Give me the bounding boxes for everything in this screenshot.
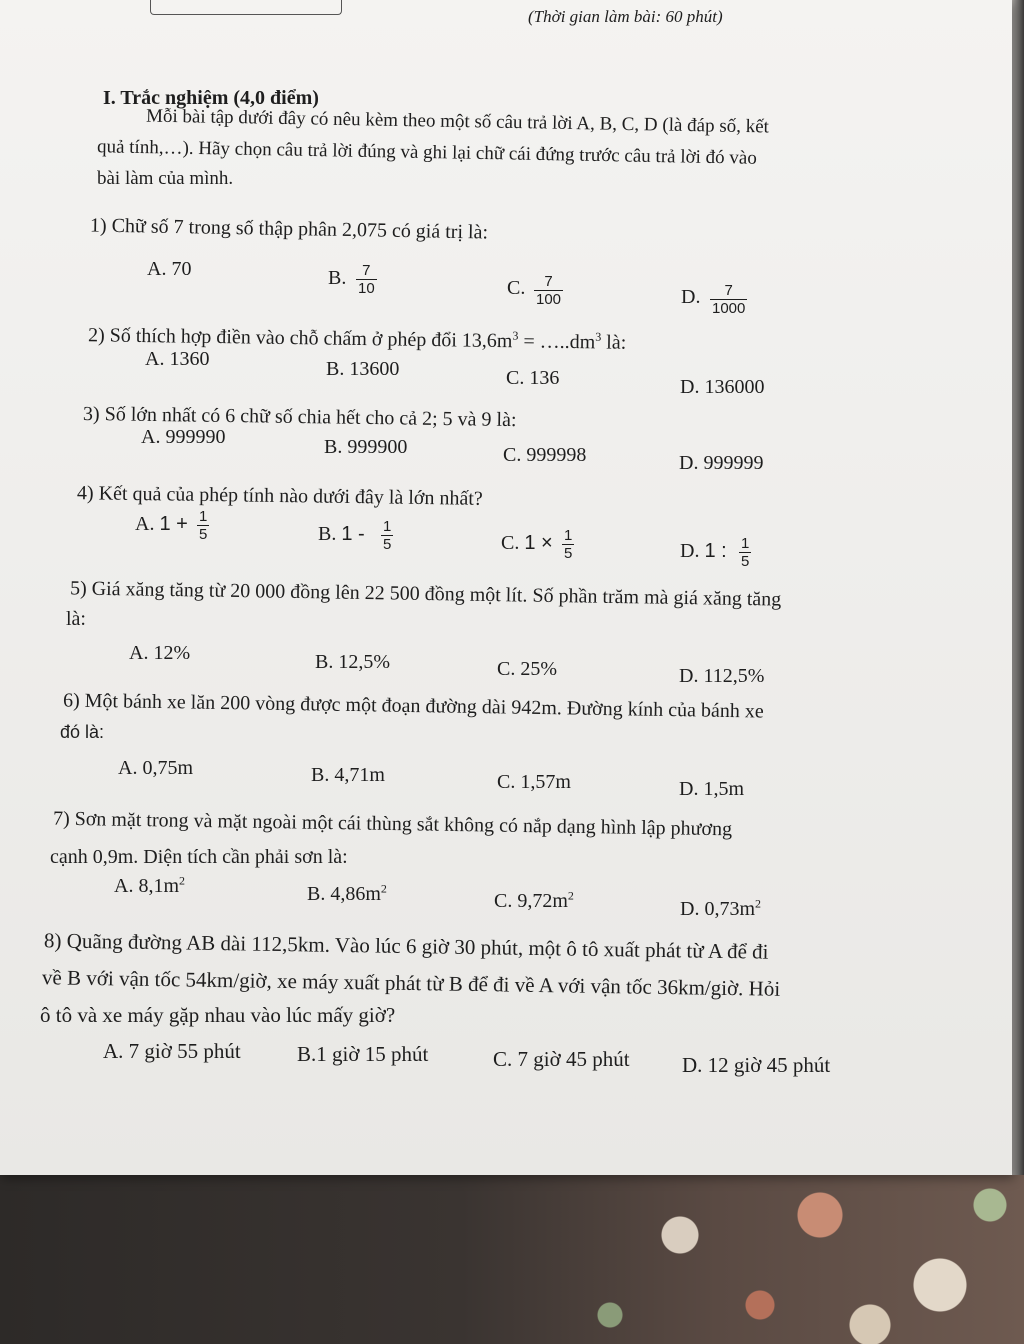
q4-option-c — [501, 531, 553, 555]
q4-d-expression: 1 : — [704, 540, 727, 562]
q7-option-d — [680, 897, 761, 921]
question-5-line-2: là: — [66, 608, 86, 630]
q4-option-c-fraction — [562, 527, 574, 562]
q7-a-superscript: 2 — [179, 873, 185, 888]
q6-option-a: A. 0,75m — [118, 757, 193, 779]
q7-d-superscript: 2 — [755, 896, 761, 911]
q6-option-b: B. 4,71m — [311, 764, 385, 786]
q4-option-b-fraction — [381, 518, 393, 553]
q1-option-b-prefix: B. — [328, 267, 347, 289]
q5-option-a: A. 12% — [129, 642, 191, 664]
fraction-numerator: 7 — [362, 262, 371, 279]
fraction-numerator: 1 — [199, 508, 208, 525]
q4-c-prefix: C. — [501, 532, 520, 554]
instruction-line-3: bài làm của mình. — [97, 168, 234, 189]
q2-option-d: D. 136000 — [680, 376, 765, 398]
paper-edge-shadow — [1010, 0, 1024, 1175]
q4-d-prefix: D. — [680, 540, 700, 562]
fraction-denominator: 10 — [358, 280, 375, 297]
question-3: 3) Số lớn nhất có 6 chữ số chia hết cho cả 2; 5 và 9 là: — [82, 402, 517, 432]
q4-c-expression: 1 × — [524, 532, 553, 554]
q4-option-b — [318, 522, 365, 546]
question-8-line-3: ô tô và xe máy gặp nhau vào lúc mấy giờ? — [40, 1003, 396, 1027]
q7-a-label: A. 8,1m — [114, 875, 179, 897]
q2-option-b: B. 13600 — [326, 358, 400, 380]
q8-option-a: A. 7 giờ 55 phút — [103, 1039, 241, 1063]
q1-option-b-fraction — [356, 262, 377, 297]
q7-option-c — [494, 889, 574, 913]
fraction-denominator: 5 — [741, 553, 750, 570]
q2-text-pre: 2) Số thích hợp điền vào chỗ chấm ở phép đổi 13,6m — [87, 324, 513, 353]
fraction-denominator: 5 — [383, 536, 392, 553]
q4-option-d-fraction — [739, 535, 751, 570]
q3-option-b: B. 999900 — [324, 436, 408, 458]
fraction-numerator: 7 — [544, 273, 553, 290]
q3-option-d: D. 999999 — [679, 452, 764, 474]
header-box-edge — [150, 0, 342, 15]
q7-b-label: B. 4,86m — [307, 883, 381, 905]
fraction-numerator: 7 — [724, 282, 733, 299]
q4-option-d — [680, 539, 727, 563]
fraction-denominator: 100 — [536, 291, 562, 308]
question-4: 4) Kết quả của phép tính nào dưới đây là lớn nhất? — [76, 482, 483, 510]
instruction-line-1: Mỗi bài tập dưới đây có nêu kèm theo một số câu trả lời A, B, C, D (là đáp số, kết — [145, 105, 770, 138]
q2-superscript-1: 3 — [512, 328, 519, 343]
question-7-line-1: 7) Sơn mặt trong và mặt ngoài một cái thùng sắt không có nắp dạng hình lập phương — [52, 807, 733, 841]
fraction-numerator: 1 — [383, 518, 392, 535]
section-title: I. Trắc nghiệm (4,0 điểm) — [103, 87, 319, 109]
q2-text-post: là: — [601, 331, 627, 354]
q8-option-d: D. 12 giờ 45 phút — [682, 1053, 831, 1077]
q7-option-b — [307, 882, 387, 906]
question-8-line-1: 8) Quãng đường AB dài 112,5km. Vào lúc 6 giờ 30 phút, một ô tô xuất phát từ A để đi — [43, 928, 769, 964]
fraction-denominator: 5 — [564, 545, 573, 562]
fraction-denominator: 1000 — [712, 300, 746, 317]
question-8-line-2: về B với vận tốc 54km/giờ, xe máy xuất phát từ B để đi về A với vận tốc 36km/giờ. Hỏi — [41, 965, 781, 1001]
patterned-fabric-background — [0, 1175, 1024, 1344]
q7-option-a — [114, 874, 185, 898]
instruction-line-2: quả tính,…). Hãy chọn câu trả lời đúng và ghi lại chữ cái đứng trước câu trả lời đó vào — [96, 136, 758, 169]
q1-option-c-fraction — [534, 273, 563, 308]
q6-option-c: C. 1,57m — [497, 771, 571, 793]
fraction-denominator: 5 — [199, 526, 208, 543]
q8-option-c: C. 7 giờ 45 phút — [493, 1047, 630, 1071]
q2-option-a: A. 1360 — [145, 348, 210, 370]
question-6-line-2: đó là: — [60, 722, 105, 742]
fraction-numerator: 1 — [564, 527, 573, 544]
question-5-line-1: 5) Giá xăng tăng từ 20 000 đồng lên 22 500 đồng một lít. Số phần trăm mà giá xăng tăng — [69, 577, 782, 611]
q7-c-label: C. 9,72m — [494, 890, 568, 912]
q1-option-c-prefix: C. — [507, 277, 526, 299]
question-1: 1) Chữ số 7 trong số thập phân 2,075 có giá trị là: — [89, 214, 489, 244]
q1-option-a: A. 70 — [147, 258, 192, 280]
q5-option-c: C. 25% — [497, 658, 557, 680]
q4-option-a — [135, 512, 188, 536]
q7-b-superscript: 2 — [380, 881, 387, 896]
q5-option-b: B. 12,5% — [315, 651, 390, 673]
q1-option-d-prefix: D. — [681, 286, 701, 308]
q6-option-d: D. 1,5m — [679, 778, 744, 800]
q4-a-prefix: A. — [135, 513, 155, 535]
q8-option-b: B.1 giờ 15 phút — [297, 1042, 429, 1066]
q4-a-expression: 1 + — [159, 513, 188, 535]
q7-c-superscript: 2 — [567, 888, 574, 903]
q2-superscript-2: 3 — [595, 329, 602, 344]
q2-option-c: C. 136 — [506, 367, 560, 389]
q5-option-d: D. 112,5% — [679, 665, 765, 687]
fraction-numerator: 1 — [741, 535, 750, 552]
q3-option-a: A. 999990 — [141, 426, 226, 448]
exam-duration: (Thời gian làm bài: 60 phút) — [528, 7, 723, 26]
q4-option-a-fraction — [197, 508, 209, 543]
question-7-line-2: cạnh 0,9m. Diện tích cần phải sơn là: — [50, 846, 348, 868]
q4-b-prefix: B. — [318, 523, 337, 545]
q2-text-mid: = …..dm — [518, 330, 596, 354]
q7-d-label: D. 0,73m — [680, 898, 755, 920]
q3-option-c: C. 999998 — [503, 444, 587, 466]
question-6-line-1: 6) Một bánh xe lăn 200 vòng được một đoạn đường dài 942m. Đường kính của bánh xe — [62, 689, 764, 723]
q4-b-expression: 1 - — [341, 523, 365, 545]
q1-option-d-fraction — [710, 282, 747, 317]
